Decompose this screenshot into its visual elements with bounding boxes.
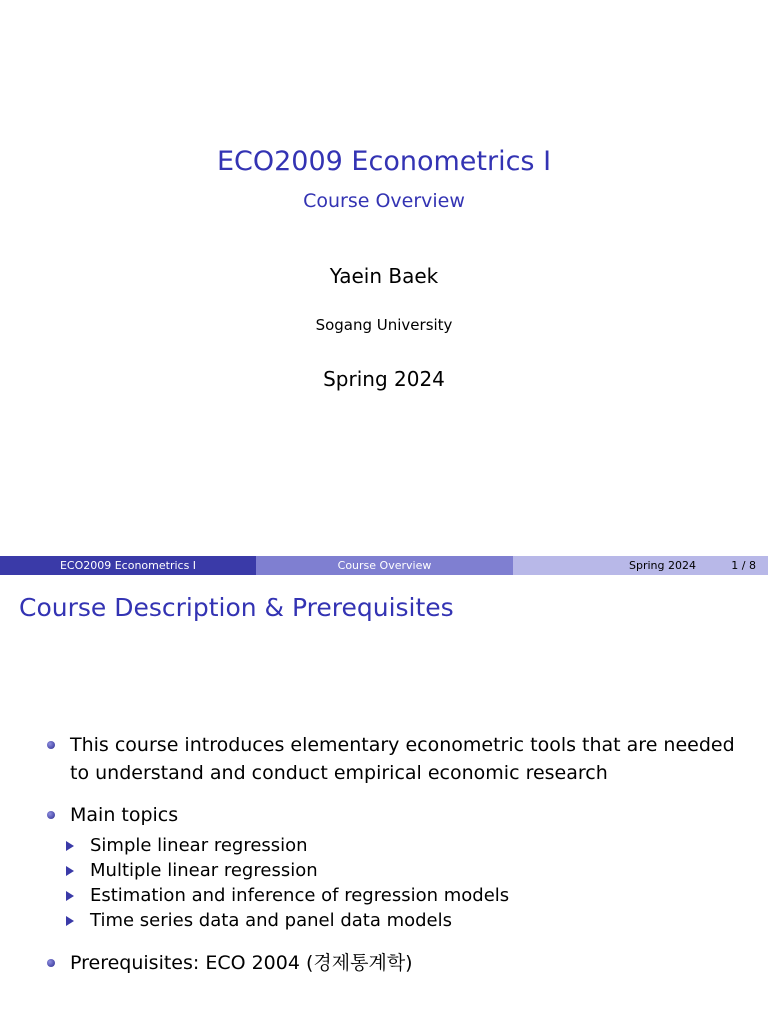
- subitem-text: Simple linear regression: [90, 835, 308, 856]
- item-text: Prerequisites: ECO 2004 (경제통계학): [70, 952, 413, 974]
- footer-right: [513, 556, 768, 575]
- item-text: This course introduces elementary econometric tools that are needed to understand and conduct empirical economic research: [70, 734, 735, 784]
- footer-date: Spring 2024: [629, 559, 696, 572]
- author-name: Yaein Baek: [329, 264, 439, 288]
- list-item: [44, 949, 754, 977]
- sublist: [44, 833, 754, 933]
- subitem-text: Multiple linear regression: [90, 860, 318, 881]
- list-item: [44, 801, 754, 829]
- item-text: Main topics: [70, 804, 179, 826]
- subitem-text: Time series data and panel data models: [90, 910, 453, 931]
- sublist-item: [44, 858, 754, 883]
- presentation-title: ECO2009 Econometrics I: [216, 146, 552, 177]
- sublist-item: [44, 883, 754, 908]
- institution: Sogang University: [315, 316, 453, 334]
- list-item: [44, 731, 754, 787]
- footer-course: ECO2009 Econometrics I: [0, 556, 256, 575]
- sublist-item: [44, 908, 754, 933]
- bullet-icon: [47, 741, 55, 749]
- triangle-bullet-icon: [66, 841, 74, 851]
- triangle-bullet-icon: [66, 891, 74, 901]
- footer-section: Course Overview: [256, 556, 513, 575]
- footer-bar: [0, 556, 768, 575]
- triangle-bullet-icon: [66, 866, 74, 876]
- frame-title: Course Description & Prerequisites: [19, 593, 454, 622]
- bullet-icon: [47, 811, 55, 819]
- sublist-item: [44, 833, 754, 858]
- bullet-icon: [47, 959, 55, 967]
- triangle-bullet-icon: [66, 916, 74, 926]
- presentation-date: Spring 2024: [323, 367, 445, 391]
- presentation-subtitle: Course Overview: [303, 190, 465, 212]
- page-number: 1 / 8: [731, 559, 756, 572]
- slide-content: [44, 731, 754, 977]
- subitem-text: Estimation and inference of regression models: [90, 885, 510, 906]
